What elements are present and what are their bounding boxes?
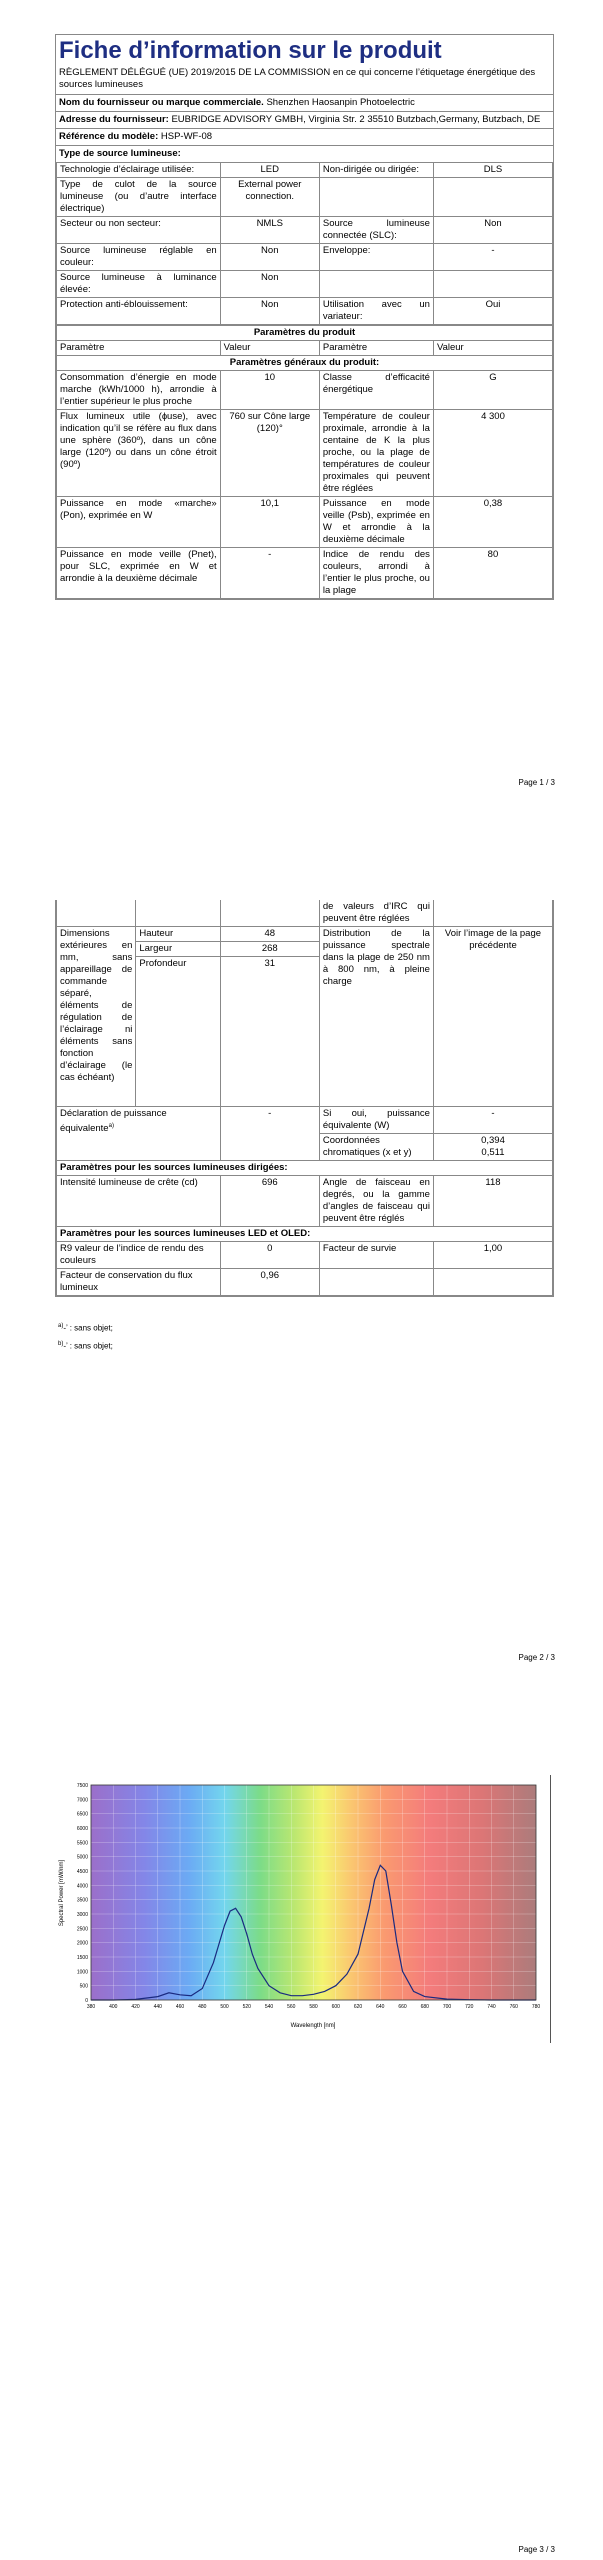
x-tick-label: 580 [309, 2004, 318, 2010]
x-axis-label: Wavelength [nm] [290, 2023, 336, 2029]
type-value-cell: NMLS [220, 217, 319, 244]
survival-label: Facteur de survie [319, 1242, 433, 1269]
page-number: Page 3 / 3 [518, 2545, 555, 2554]
type-value-cell: DLS [433, 163, 552, 178]
chroma-values: 0,394 0,511 [433, 1134, 552, 1161]
maint-label: Facteur de conservation du flux lumineux [57, 1269, 221, 1296]
x-tick-label: 660 [398, 2004, 407, 2010]
type-param-cell: Secteur ou non secteur: [57, 217, 221, 244]
general-param-cell: Classe d’efficacité énergétique [319, 371, 433, 410]
equiv-w-value: - [433, 1107, 552, 1134]
r9-value: 0 [220, 1242, 319, 1269]
y-tick-label: 0 [85, 1998, 88, 2004]
general-param-cell: Consommation d’énergie en mode marche (kWh/1000 h), arrondie à l’entier supérieur le plus proche [57, 371, 221, 410]
dimensions-label: Dimensions extérieures en mm, sans appareillage de commande séparé, éléments de régulation de l’éclairage ni éléments sans fonction d’éclairage (le cas échéant) [57, 927, 136, 1107]
product-params-table [56, 325, 553, 599]
supplier-value: Shenzhen Haosanpin Photoelectric [266, 97, 415, 108]
supplier-label: Nom du fournisseur ou marque commerciale. [59, 97, 264, 108]
x-tick-label: 620 [353, 2004, 363, 2010]
address-value: EUBRIDGE ADVISORY GMBH, Virginia Str. 2 35510 Butzbach,Germany, Butzbach, DE [171, 114, 541, 125]
y-tick-label: 2000 [76, 1940, 88, 1947]
peak-value: 696 [220, 1176, 319, 1227]
type-value-cell: External power connection. [220, 178, 319, 217]
y-tick-label: 7500 [76, 1783, 88, 1789]
survival-value: 1,00 [433, 1242, 552, 1269]
type-row [57, 163, 553, 178]
x-tick-label: 700 [442, 2004, 452, 2010]
type-param-cell: Source lumineuse à luminance élevée: [57, 271, 221, 298]
cri-continued: de valeurs d’IRC qui peuvent être réglées [319, 900, 433, 927]
type-param-cell: Source lumineuse connectée (SLC): [319, 217, 433, 244]
general-row [57, 410, 553, 497]
type-value-cell: LED [220, 163, 319, 178]
general-heading: Paramètres généraux du produit: [57, 356, 553, 371]
x-tick-label: 720 [465, 2004, 474, 2010]
general-value-cell: 0,38 [433, 497, 552, 548]
equiv-value: - [220, 1107, 319, 1161]
spectral-label: Distribution de la puissance spectrale dans la plage de 250 nm à 800 nm, à pleine charge [319, 927, 433, 1107]
page-title: Fiche d’information sur le produit [59, 37, 442, 64]
led-heading: Paramètres pour les sources lumineuses LED et OLED: [57, 1227, 553, 1242]
y-axis-label: Spectral Power [mW/nm] [59, 1859, 65, 1927]
x-tick-label: 600 [331, 2004, 340, 2010]
type-param-cell: Technologie d’éclairage utilisée: [57, 163, 221, 178]
type-value-cell [433, 271, 552, 298]
page-2 [0, 900, 603, 1680]
general-param-cell: Puissance en mode veille (Psb), exprimée en W et arrondie à la deuxième décimale [319, 497, 433, 548]
params-heading: Paramètres du produit [57, 326, 553, 341]
type-param-cell [319, 178, 433, 217]
type-param-cell: Protection anti-éblouissement: [57, 298, 221, 325]
dim-name-width: Largeur [136, 942, 220, 957]
type-row [57, 244, 553, 271]
x-tick-label: 540 [264, 2004, 274, 2010]
general-param-cell: Indice de rendu des couleurs, arrondi à l’entier le plus proche, ou la plage [319, 548, 433, 599]
type-row [57, 271, 553, 298]
type-row [57, 217, 553, 244]
params-table-continued [56, 900, 553, 1296]
col-header-value-1: Valeur [220, 341, 319, 356]
general-row [57, 548, 553, 599]
x-tick-label: 520 [242, 2004, 251, 2010]
footnote-b: $^{b)}$-’ : sans objet; [58, 1341, 113, 1351]
spectral-value: Voir l’image de la page précédente [433, 927, 552, 1107]
beam-value: 118 [433, 1176, 552, 1227]
type-row [57, 178, 553, 217]
x-tick-label: 740 [487, 2004, 496, 2010]
page-number: Page 2 / 3 [518, 1653, 555, 1662]
general-value-cell: - [220, 548, 319, 599]
type-value-cell: Non [220, 244, 319, 271]
type-value-cell: Non [220, 271, 319, 298]
general-value-cell: 10 [220, 371, 319, 410]
x-tick-label: 400 [109, 2004, 118, 2010]
dim-value-height: 48 [220, 927, 319, 942]
x-tick-label: 420 [131, 2004, 140, 2010]
general-value-cell: G [433, 371, 552, 410]
dim-value-width: 268 [220, 942, 319, 957]
beam-label: Angle de faisceau en degrés, ou la gamme d’angles de faisceau qui peuvent être réglés [319, 1176, 433, 1227]
equiv-w-label: Si oui, puissance équivalente (W) [319, 1107, 433, 1134]
y-tick-label: 500 [79, 1983, 88, 1990]
r9-label: R9 valeur de l’indice de rendu des couleurs [57, 1242, 221, 1269]
col-header-value-2: Valeur [433, 341, 552, 356]
model-label: Référence du modèle: [59, 131, 159, 142]
address-row [56, 111, 553, 128]
address-label: Adresse du fournisseur: [59, 114, 169, 125]
y-tick-label: 4000 [76, 1883, 88, 1890]
y-tick-label: 3500 [76, 1897, 88, 1904]
directional-heading: Paramètres pour les sources lumineuses dirigées: [57, 1161, 553, 1176]
type-row [57, 298, 553, 325]
general-param-cell: Puissance en mode veille (Pnet), pour SLC, exprimée en W et arrondie à la deuxième décimale [57, 548, 221, 599]
type-param-cell: Non-dirigée ou dirigée: [319, 163, 433, 178]
x-tick-label: 760 [509, 2004, 518, 2010]
x-tick-label: 480 [198, 2004, 207, 2010]
type-param-cell [319, 271, 433, 298]
chart-right-border [550, 1775, 551, 2043]
x-tick-label: 780 [531, 2004, 541, 2010]
dim-value-depth: 31 [220, 957, 319, 1107]
general-value-cell: 760 sur Cône large (120)° [220, 410, 319, 497]
x-tick-label: 380 [86, 2004, 96, 2010]
source-type-heading: Type de source lumineuse: [56, 145, 553, 162]
general-param-cell: Flux lumineux utile (ɸuse), avec indication qu’il se réfère au flux dans une sphère (360º), dans un cône large (120º) ou dans un cône étroit (90º) [57, 410, 221, 497]
y-tick-label: 5000 [76, 1854, 88, 1861]
source-type-table [56, 162, 553, 325]
type-param-cell: Enveloppe: [319, 244, 433, 271]
general-value-cell: 10,1 [220, 497, 319, 548]
general-value-cell: 80 [433, 548, 552, 599]
type-value-cell: Non [433, 217, 552, 244]
model-value: HSP-WF-08 [160, 131, 213, 142]
page-number: Page 1 / 3 [518, 778, 555, 787]
equiv-label: Déclaration de puissance équivalente$^{a)}$ [57, 1107, 221, 1161]
dim-name-height: Hauteur [136, 927, 220, 942]
peak-label: Intensité lumineuse de crête (cd) [57, 1176, 221, 1227]
y-tick-label: 2500 [76, 1926, 88, 1933]
y-tick-label: 7000 [76, 1797, 88, 1804]
type-value-cell [433, 178, 552, 217]
footnote-a: $^{a)}$-’ : sans objet; [58, 1323, 113, 1333]
general-row [57, 371, 553, 410]
spectral-power-chart [55, 1775, 550, 2040]
supplier-row [56, 94, 553, 111]
type-param-cell: Type de culot de la source lumineuse (ou d’autre interface électrique) [57, 178, 221, 217]
general-row [57, 497, 553, 548]
regulation-text: RÈGLEMENT DÉLÉGUÉ (UE) 2019/2015 DE LA COMMISSION en ce qui concerne l’étiquetage énergétique des sources lumineuses [59, 67, 536, 90]
page-3 [0, 1680, 603, 2560]
col-header-param-1: Paramètre [57, 341, 221, 356]
x-tick-label: 680 [420, 2004, 429, 2010]
type-param-cell: Utilisation avec un variateur: [319, 298, 433, 325]
page-1 [0, 0, 603, 900]
y-tick-label: 4500 [76, 1869, 88, 1875]
col-header-param-2: Paramètre [319, 341, 433, 356]
y-tick-label: 1500 [76, 1955, 88, 1961]
y-tick-label: 6500 [76, 1811, 88, 1818]
y-tick-label: 6000 [76, 1826, 88, 1832]
y-tick-label: 5500 [76, 1840, 88, 1847]
dim-name-depth: Profondeur [136, 957, 220, 1107]
type-value-cell: Oui [433, 298, 552, 325]
x-tick-label: 440 [153, 2004, 162, 2010]
maint-value: 0,96 [220, 1269, 319, 1296]
product-info-sheet-continued [55, 900, 554, 1297]
type-param-cell: Source lumineuse réglable en couleur: [57, 244, 221, 271]
model-row [56, 128, 553, 145]
general-param-cell: Puissance en mode «marche» (Pon), exprimée en W [57, 497, 221, 548]
chroma-label: Coordonnées chromatiques (x et y) [319, 1134, 433, 1161]
x-tick-label: 460 [175, 2004, 185, 2010]
y-tick-label: 1000 [76, 1969, 88, 1976]
general-param-cell: Température de couleur proximale, arrondie à la centaine de K la plus proche, ou la plage de températures de couleur proximales qui peuvent être réglées [319, 410, 433, 497]
general-value-cell: 4 300 [433, 410, 552, 497]
product-info-sheet [55, 34, 554, 600]
type-value-cell: Non [220, 298, 319, 325]
x-tick-label: 640 [376, 2004, 385, 2010]
type-value-cell: - [433, 244, 552, 271]
y-tick-label: 3000 [76, 1912, 88, 1918]
x-tick-label: 500 [220, 2004, 229, 2010]
x-tick-label: 560 [287, 2004, 296, 2010]
